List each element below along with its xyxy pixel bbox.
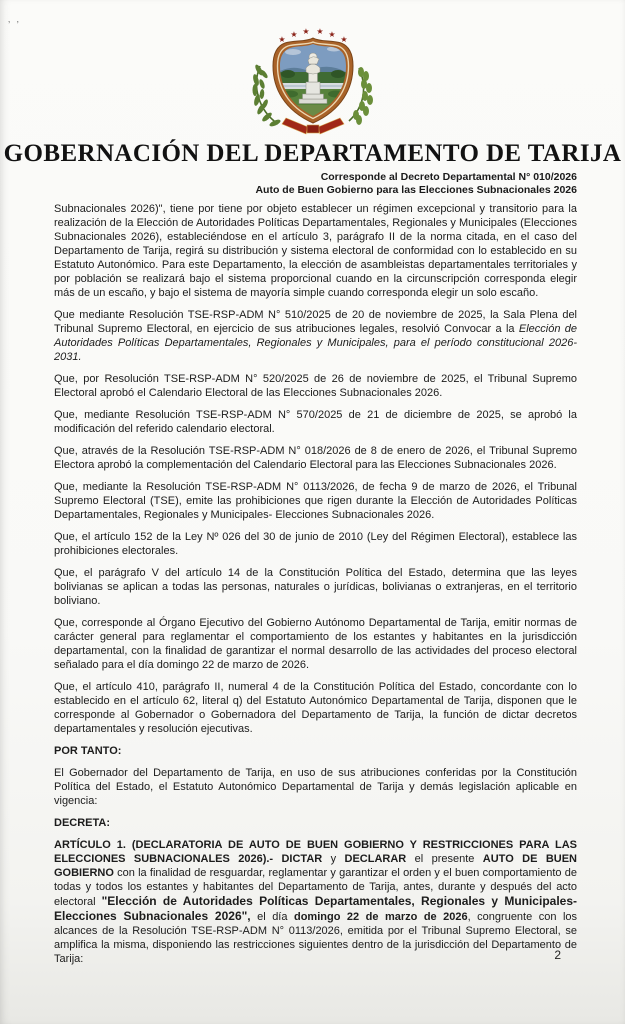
paragraph-ley-026: Que, el artículo 152 de la Ley Nº 026 del 30 de junio de 2010 (Ley del Régimen Electoral), establece las prohibiciones electorales. bbox=[54, 531, 577, 557]
page-title: GOBERNACIÓN DEL DEPARTAMENTO DE TARIJA bbox=[3, 140, 622, 167]
document-body bbox=[0, 197, 625, 966]
svg-text:★: ★ bbox=[315, 27, 324, 36]
paragraph-resolution-570: Que, mediante Resolución TSE-RSP-ADM N° 570/2025 de 21 de diciembre de 2025, se aprobó la modificación del referido calendario electoral. bbox=[54, 409, 577, 435]
paragraph-resolution-510: Que mediante Resolución TSE-RSP-ADM N° 510/2025 de 20 de noviembre de 2025, la Sala Plena del Tribunal Supremo Electoral, en ejercicio de sus atribuciones legales, resolvió Convocar a la Elección de Autoridades Políticas Departamentales, Regionales y Municipales, para el período constitucional 2026-2031. bbox=[54, 309, 577, 363]
svg-text:★: ★ bbox=[289, 30, 298, 39]
paragraph-gobernador: El Gobernador del Departamento de Tarija, en uso de sus atribuciones conferidas por la Constitución Política del Estado, el Estatuto Autonómico Departamental de Tarija y demás legislación aplicable en vigencia: bbox=[54, 767, 577, 807]
paragraph-continuation: Subnacionales 2026)", tiene por tiene por objeto establecer un régimen excepcional y transitorio para la realización de la Elección de Autoridades Políticas Departamentales, Regionales y Municipales (Elecciones Subnacionales 2026), estableciéndose en el artículo 3, parágrafo II de la norma citada, en el caso del Departamento de Tarija, regirá su distribución y sistema electoral de conformidad con lo establecido en su Estatuto Autonómico. Para este Departamento, la elección de asambleistas departamentales territoriales y por población se realizará bajo el sistema proporcional cuando en la circunscripción corresponda elegir más de un escaño, y bajo el sistema de mayoría simple cuando corresponda elegir un solo escaño. bbox=[54, 203, 577, 299]
decree-reference: Corresponde al Decreto Departamental N° 010/2026 bbox=[320, 171, 577, 183]
svg-text:★: ★ bbox=[339, 35, 348, 44]
svg-text:★: ★ bbox=[301, 27, 310, 36]
document-subject: Auto de Buen Gobierno para las Elecciones Subnacionales 2026 bbox=[255, 184, 577, 196]
paragraph-articulo-1: ARTÍCULO 1. (DECLARATORIA DE AUTO DE BUEN GOBIERNO Y RESTRICCIONES PARA LAS ELECCIONES SUBNACIONALES 2026).- DICTAR y DECLARAR el presente AUTO DE BUEN GOBIERNO con la finalidad de resguardar, reglamentar y garantizar el orden y el buen comportamiento de todas y todos los estantes y habitantes del Departamento de Tarija, antes, durante y después del acto electoral "Elección de Autoridades Políticas Departamentales, Regionales y Municipales- Elecciones Subnacionales 2026", el día domingo 22 de marzo de 2026, congruente con los alcances de la Resolución TSE-RSP-ADM N° 0113/2026, emitida por el Tribunal Supremo Electoral, se amplifica la misma, disponiendo las restricciones siguientes dentro de la jurisdicción del Departamento de Tarija: bbox=[54, 839, 577, 965]
coat-of-arms-tarija-icon bbox=[238, 26, 388, 138]
reference-block bbox=[0, 168, 625, 197]
heading-por-tanto: POR TANTO: bbox=[54, 745, 122, 757]
heading-decreta: DECRETA: bbox=[54, 817, 111, 829]
svg-text:★: ★ bbox=[277, 35, 286, 44]
paragraph-resolution-0113: Que, mediante la Resolución TSE-RSP-ADM N° 0113/2026, de fecha 9 de marzo de 2026, el Tribunal Supremo Electoral (TSE), emite las prohibiciones que rigen durante la Elección de Autoridades Políticas Departamentales, Regionales y Municipales- Elecciones Subnacionales 2026. bbox=[54, 481, 577, 521]
paragraph-resolution-018: Que, através de la Resolución TSE-RSP-ADM N° 018/2026 de 8 de enero de 2026, el Tribunal Supremo Electora aprobó la complementación del Calendario Electoral para las Elecciones Subnacionales 2026. bbox=[54, 445, 577, 471]
scan-artifact-marks: ’ ’ bbox=[8, 20, 21, 31]
svg-text:★: ★ bbox=[327, 30, 336, 39]
paragraph-organo-ejecutivo: Que, corresponde al Órgano Ejecutivo del Gobierno Autónomo Departamental de Tarija, emitir normas de carácter general para reglamentar el comportamiento de los estantes y habitantes en la jurisdicción departamental, con la finalidad de garantizar el normal desarrollo de las actividades del proceso electoral señalado para el día domingo 22 de marzo de 2026. bbox=[54, 617, 577, 671]
paragraph-cpe-articulo-410: Que, el artículo 410, parágrafo II, numeral 4 de la Constitución Política del Estado, concordante con lo establecido en el artículo 62, literal q) del Estatuto Autonómico Departamental de Tarija, disponen que le corresponde al Gobernador o Gobernadora del Departamento de Tarija, la función de dictar decretos departamentales y resolución ejecutivas. bbox=[54, 681, 577, 735]
paragraph-resolution-520: Que, por Resolución TSE-RSP-ADM N° 520/2025 de 26 de noviembre de 2025, el Tribunal Supremo Electoral aprobó el Calendario Electoral de las Elecciones Subnacionales 2026. bbox=[54, 373, 577, 399]
paragraph-cpe-articulo-14: Que, el parágrafo V del artículo 14 de la Constitución Política del Estado, determina que las leyes bolivianas se aplican a todas las personas, naturales o jurídicas, bolivianas o extranjeras, en el territorio boliviano. bbox=[54, 567, 577, 607]
page-number: 2 bbox=[554, 948, 561, 962]
